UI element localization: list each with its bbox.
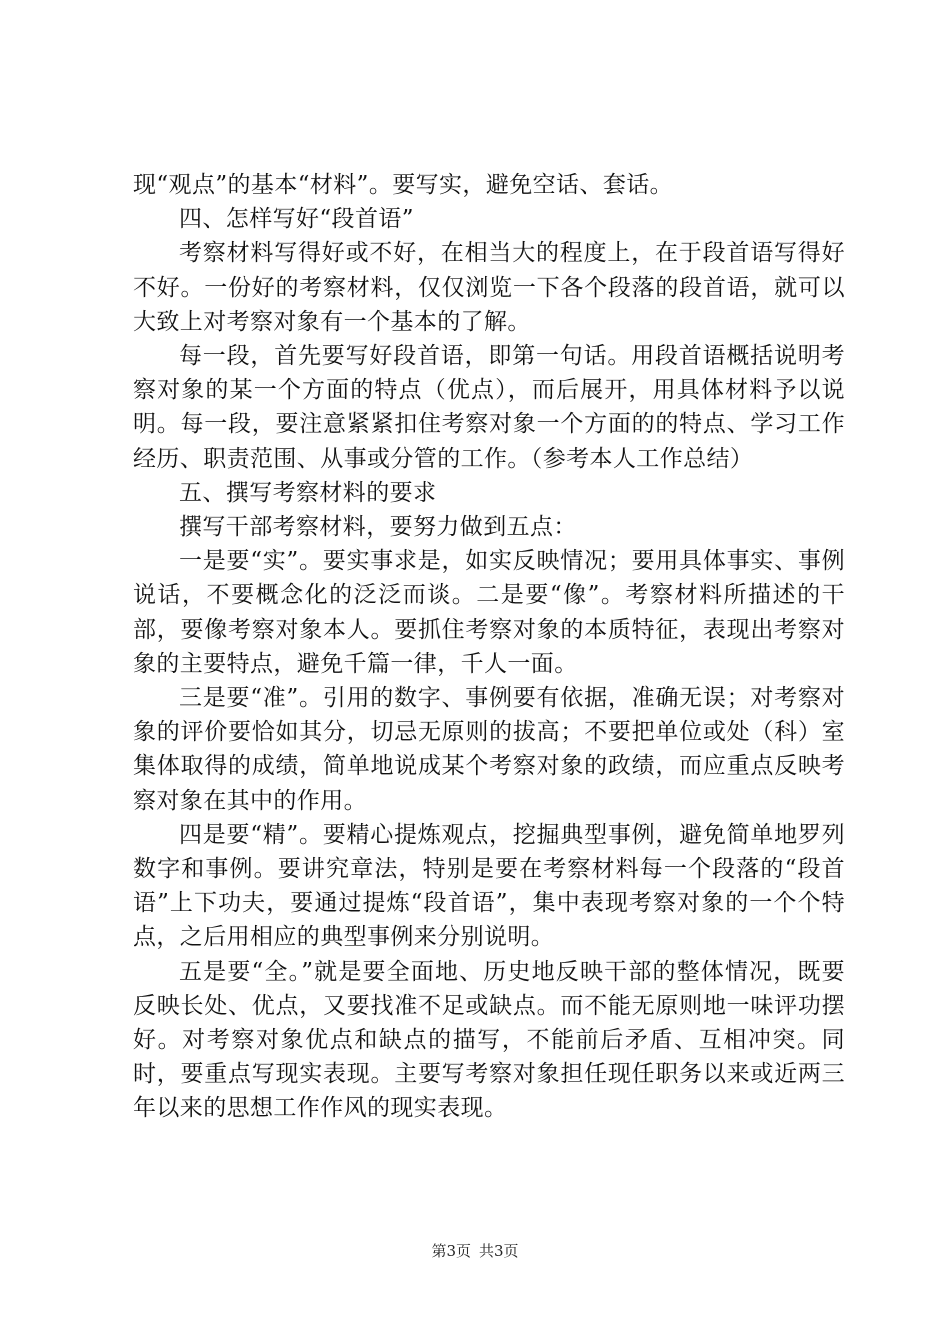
page-footer: [0, 1241, 950, 1261]
paragraph: 考察材料写得好或不好，在相当大的程度上，在于段首语写得好不好。一份好的考察材料，仅仅浏览一下各个段落的段首语，就可以大致上对考察对象有一个基本的了解。: [133, 240, 845, 335]
section-heading-4: 四、怎样写好“段首语”: [179, 206, 414, 233]
paragraph: 每一段，首先要写好段首语，即第一句话。用段首语概括说明考察对象的某一个方面的特点（优点），而后展开，用具体材料予以说明。每一段，要注意紧紧扣住考察对象一个方面的的特点、学习工作经历、职责范围、从事或分管的工作。（参考本人工作总结）: [133, 343, 845, 472]
paragraph: 三是要“准”。引用的数字、事例要有依据，准确无误；对考察对象的评价要恰如其分，切忌无原则的拔高；不要把单位或处（科）室集体取得的成绩，简单地说成某个考察对象的政绩，而应重点反映考察对象在其中的作用。: [133, 685, 845, 814]
paragraph-continuation: 现“观点”的基本“材料”。要写实，避免空话、套话。: [133, 172, 674, 198]
paragraph: 五是要“全。”就是要全面地、历史地反映干部的整体情况，既要反映长处、优点，又要找准不足或缺点。而不能无原则地一味评功摆好。对考察对象优点和缺点的描写，不能前后矛盾、互相冲突。同时，要重点写现实表现。主要写考察对象担任现任职务以来或近两三年以来的思想工作作风的现实表现。: [133, 958, 845, 1122]
page-total: 共3页: [479, 1242, 519, 1260]
page-number: 第3页: [431, 1242, 471, 1260]
document-body: [133, 168, 845, 1126]
paragraph: 一是要“实”。要实事求是，如实反映情况；要用具体事实、事例说话，不要概念化的泛泛而谈。二是要“像”。考察材料所描述的干部，要像考察对象本人。要抓住考察对象的本质特征，表现出考察对象的主要特点，避免千篇一律，千人一面。: [133, 548, 845, 677]
paragraph: 撰写干部考察材料，要努力做到五点：: [179, 514, 577, 541]
section-heading-5: 五、撰写考察材料的要求: [179, 479, 437, 506]
paragraph: 四是要“精”。要精心提炼观点，挖掘典型事例，避免简单地罗列数字和事例。要讲究章法，特别是要在考察材料每一个段落的“段首语”上下功夫，要通过提炼“段首语”，集中表现考察对象的一个个特点，之后用相应的典型事例来分别说明。: [133, 821, 845, 951]
